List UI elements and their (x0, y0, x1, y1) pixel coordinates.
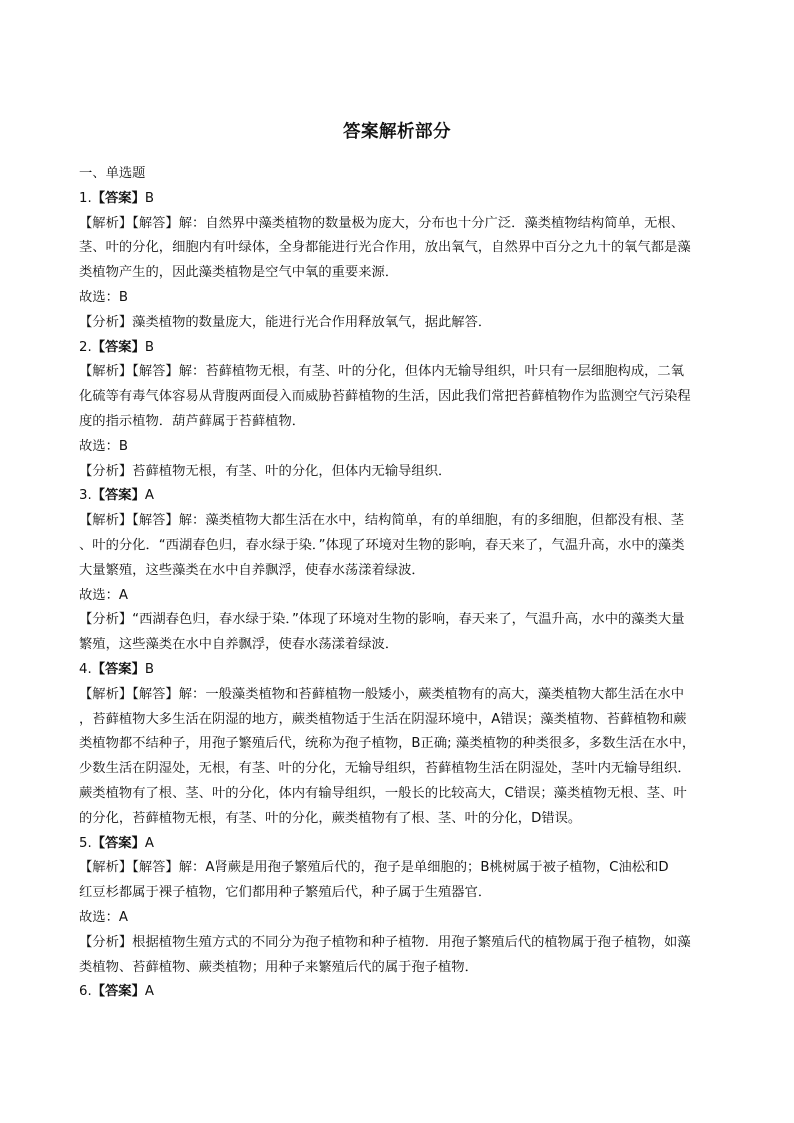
analysis-text: 度的指示植物．葫芦藓属于苔藓植物． (79, 413, 306, 429)
question-number: 4. (79, 661, 92, 677)
analysis-text: ，苔藓植物大多生活在阴湿的地方，蕨类植物适于生活在阴湿环境中，A错误；藻类植物、苔藓植物和蕨 (79, 711, 687, 727)
section-heading: 一、单选题 (79, 166, 146, 181)
answer-tag: 【答案】 (91, 339, 145, 355)
note-text: 类植物、苔藓植物、蕨类植物；用种子来繁殖后代的属于孢子植物． (79, 959, 478, 975)
question-number: 6. (79, 984, 92, 1000)
analysis-text: 茎、叶的分化，细胞内有叶绿体，全身都能进行光合作用，放出氧气，自然界中百分之九十的氧气都是藻 (79, 240, 691, 256)
analysis-text: 、叶的分化．“西湖春色归，春水绿于染．”体现了环境对生物的影响，春天来了，气温升高，水中的藻类 (79, 537, 685, 553)
answer-tag: 【答案】 (91, 190, 145, 206)
answer-value: B (144, 661, 154, 677)
answer-line (79, 980, 716, 1005)
analysis-text: 蕨类植物有了根、茎、叶的分化，体内有输导组织，一般长的比较高大，C错误；藻类植物无根、茎、叶 (79, 785, 687, 801)
answer-tag: 【答案】 (91, 488, 145, 504)
answer-tag: 【答案】 (91, 984, 145, 1000)
analysis-text: 【解析】【解答】解：藻类植物大都生活在水中，结构简单，有的单细胞，有的多细胞，但都没有根、茎 (79, 513, 685, 529)
answer-line (79, 336, 716, 361)
answer-line (79, 484, 716, 509)
question-number: 1. (79, 190, 92, 206)
choice-text: 故选：A (79, 909, 128, 925)
question-number: 3. (79, 488, 92, 504)
answer-content (79, 162, 716, 1005)
analysis-text: 【解析】【解答】解：自然界中藻类植物的数量极为庞大，分布也十分广泛．藻类植物结构简单，无根、 (79, 215, 685, 231)
analysis-text: 红豆杉都属于裸子植物，它们都用种子繁殖后代，种子属于生殖器官． (79, 885, 492, 901)
choice-text: 故选：B (79, 438, 129, 454)
choice-text: 故选：B (79, 289, 129, 305)
note-text: 【分析】苔藓植物无根，有茎、叶的分化，但体内无输导组织． (79, 463, 452, 479)
answer-line (79, 658, 716, 683)
note-text: 【分析】根据植物生殖方式的不同分为孢子植物和种子植物．用孢子繁殖后代的植物属于孢子植物，如藻 (79, 934, 691, 950)
answer-value: A (144, 984, 154, 1000)
answer-value: A (144, 835, 154, 851)
analysis-text: 的分化，苔藓植物无根，有茎、叶的分化，蕨类植物有了根、茎、叶的分化，D错误。 (79, 810, 582, 826)
question-number: 5. (79, 835, 92, 851)
note-text: 繁殖，这些藻类在水中自养飘浮，使春水荡漾着绿波． (79, 637, 399, 653)
answer-tag: 【答案】 (91, 661, 145, 677)
page-title: 答案解析部分 (343, 122, 451, 142)
analysis-text: 类植物都不结种子，用孢子繁殖后代，统称为孢子植物，B正确; 藻类植物的种类很多，多数生活在水中， (79, 736, 696, 752)
analysis-text: 类植物产生的，因此藻类植物是空气中氧的重要来源． (79, 265, 399, 281)
question-number: 2. (79, 339, 92, 355)
analysis-text: 【解析】【解答】解：苔藓植物无根，有茎、叶的分化，但体内无输导组织，叶只有一层细胞构成，二氧 (79, 364, 685, 380)
answer-line (79, 832, 716, 857)
note-text: 【分析】“西湖春色归，春水绿于染．”体现了环境对生物的影响，春天来了，气温升高，水中的藻类大量 (79, 612, 685, 628)
analysis-text: 少数生活在阴湿处，无根，有茎、叶的分化，无输导组织，苔藓植物生活在阴湿处，茎叶内无输导组织． (79, 761, 691, 777)
analysis-text: 【解析】【解答】解：一般藻类植物和苔藓植物一般矮小，蕨类植物有的高大，藻类植物大都生活在水中 (79, 686, 685, 702)
choice-text: 故选：A (79, 587, 128, 603)
analysis-text: 【解析】【解答】解：A肾蕨是用孢子繁殖后代的，孢子是单细胞的；B桃树属于被子植物，C油松和D (79, 860, 669, 876)
answer-line (79, 187, 716, 212)
answer-tag: 【答案】 (91, 835, 145, 851)
answer-value: B (144, 339, 154, 355)
analysis-text: 大量繁殖，这些藻类在水中自养飘浮，使春水荡漾着绿波． (79, 562, 425, 578)
note-text: 【分析】藻类植物的数量庞大，能进行光合作用释放氧气，据此解答． (79, 314, 492, 330)
answer-value: B (144, 190, 154, 206)
analysis-text: 化硫等有毒气体容易从背腹两面侵入而威胁苔藓植物的生活，因此我们常把苔藓植物作为监测空气污染程 (79, 389, 691, 405)
answer-value: A (144, 488, 154, 504)
